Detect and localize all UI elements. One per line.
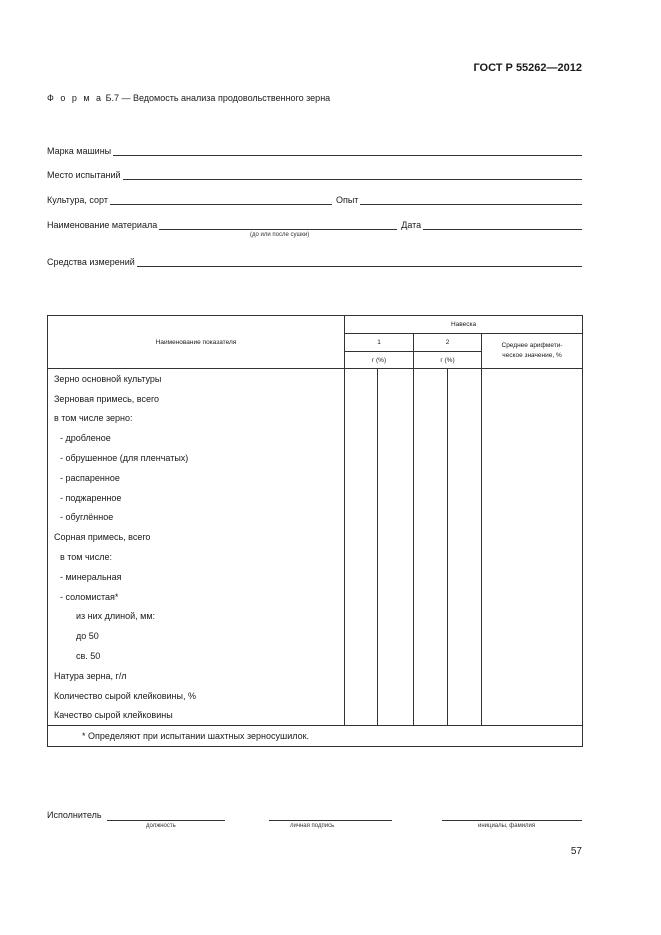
table-row — [48, 428, 583, 448]
value-cell[interactable] — [378, 626, 414, 646]
value-cell[interactable] — [482, 468, 583, 488]
value-cell[interactable] — [482, 428, 583, 448]
row-label: из них длиной, мм: — [48, 607, 345, 627]
value-cell[interactable] — [414, 409, 448, 429]
value-cell[interactable] — [378, 567, 414, 587]
row-label: - обуглённое — [48, 508, 345, 528]
row-label: Зерновая примесь, всего — [48, 389, 345, 409]
value-cell[interactable] — [414, 587, 448, 607]
value-cell[interactable] — [414, 686, 448, 706]
value-cell[interactable] — [448, 527, 482, 547]
table-row — [48, 626, 583, 646]
field-test-place — [47, 166, 582, 180]
row-label: - распаренное — [48, 468, 345, 488]
table-row — [48, 468, 583, 488]
value-cell[interactable] — [482, 389, 583, 409]
value-cell[interactable] — [482, 686, 583, 706]
table-row — [48, 369, 583, 389]
value-cell[interactable] — [378, 409, 414, 429]
value-cell[interactable] — [448, 508, 482, 528]
table-row — [48, 686, 583, 706]
value-cell[interactable] — [378, 686, 414, 706]
value-cell[interactable] — [378, 527, 414, 547]
form-title-text: Б.7 — Ведомость анализа продовольственного зерна — [103, 93, 331, 103]
name-line[interactable] — [442, 810, 582, 821]
value-cell[interactable] — [345, 607, 378, 627]
table-row — [48, 607, 583, 627]
value-cell[interactable] — [482, 508, 583, 528]
value-cell[interactable] — [378, 646, 414, 666]
value-cell[interactable] — [482, 626, 583, 646]
value-cell[interactable] — [448, 448, 482, 468]
table-row — [48, 488, 583, 508]
value-cell[interactable] — [448, 607, 482, 627]
row-label: - соломистая* — [48, 587, 345, 607]
row-label: Натура зерна, г/л — [48, 666, 345, 686]
value-cell[interactable] — [482, 527, 583, 547]
value-cell[interactable] — [482, 607, 583, 627]
value-cell[interactable] — [414, 508, 448, 528]
value-cell[interactable] — [482, 369, 583, 389]
performer-label: Исполнитель — [47, 810, 102, 820]
value-cell[interactable] — [482, 547, 583, 567]
field-material-name — [47, 216, 582, 230]
value-cell[interactable] — [378, 607, 414, 627]
value-cell[interactable] — [345, 527, 378, 547]
header-indicator: Наименование показателя — [48, 316, 345, 369]
value-cell[interactable] — [448, 369, 482, 389]
value-cell[interactable] — [414, 527, 448, 547]
value-cell[interactable] — [482, 706, 583, 726]
value-cell[interactable] — [378, 508, 414, 528]
value-cell[interactable] — [482, 666, 583, 686]
field-label: Средства измерений — [47, 257, 135, 267]
caption-name: инициалы, фамилия — [478, 823, 536, 829]
table-row — [48, 646, 583, 666]
value-cell[interactable] — [482, 448, 583, 468]
fill-line[interactable] — [123, 169, 582, 180]
value-cell[interactable] — [448, 547, 482, 567]
row-label: св. 50 — [48, 646, 345, 666]
table-row — [48, 666, 583, 686]
value-cell[interactable] — [414, 646, 448, 666]
value-cell[interactable] — [414, 706, 448, 726]
row-label: Количество сырой клейковины, % — [48, 686, 345, 706]
row-label: - обрушенное (для пленчатых) — [48, 448, 345, 468]
value-cell[interactable] — [414, 468, 448, 488]
value-cell[interactable] — [345, 369, 378, 389]
table-row — [48, 409, 583, 429]
fill-line[interactable] — [159, 219, 397, 230]
value-cell[interactable] — [414, 607, 448, 627]
row-label: Качество сырой клейковины — [48, 706, 345, 726]
signature-line[interactable] — [269, 810, 392, 821]
value-cell[interactable] — [378, 369, 414, 389]
header-sample-2: 2 — [414, 334, 482, 352]
value-cell[interactable] — [448, 468, 482, 488]
value-cell[interactable] — [345, 508, 378, 528]
value-cell[interactable] — [345, 428, 378, 448]
value-cell[interactable] — [345, 686, 378, 706]
table-row — [48, 448, 583, 468]
value-cell[interactable] — [414, 369, 448, 389]
value-cell[interactable] — [378, 666, 414, 686]
value-cell[interactable] — [448, 409, 482, 429]
row-label: до 50 — [48, 626, 345, 646]
fill-line[interactable] — [423, 219, 582, 230]
value-cell[interactable] — [414, 448, 448, 468]
field-label: Культура, сорт — [47, 195, 108, 205]
value-cell[interactable] — [448, 626, 482, 646]
standard-number: ГОСТ Р 55262—2012 — [473, 62, 582, 74]
fill-line[interactable] — [110, 194, 332, 205]
value-cell[interactable] — [345, 567, 378, 587]
header-sample-1: 1 — [345, 334, 414, 352]
table-row — [48, 706, 583, 726]
value-cell[interactable] — [414, 626, 448, 646]
header-unit-2: г (%) — [414, 352, 482, 369]
value-cell[interactable] — [448, 567, 482, 587]
value-cell[interactable] — [482, 646, 583, 666]
value-cell[interactable] — [345, 448, 378, 468]
row-label: в том числе: — [48, 547, 345, 567]
value-cell[interactable] — [448, 587, 482, 607]
position-line[interactable] — [107, 810, 225, 821]
value-cell[interactable] — [345, 646, 378, 666]
value-cell[interactable] — [345, 587, 378, 607]
value-cell[interactable] — [482, 409, 583, 429]
field-label: Опыт — [335, 195, 359, 205]
value-cell[interactable] — [378, 389, 414, 409]
value-cell[interactable] — [378, 547, 414, 567]
value-cell[interactable] — [448, 666, 482, 686]
value-cell[interactable] — [482, 488, 583, 508]
value-cell[interactable] — [378, 448, 414, 468]
value-cell[interactable] — [378, 488, 414, 508]
field-label: Место испытаний — [47, 170, 121, 180]
value-cell[interactable] — [345, 547, 378, 567]
value-cell[interactable] — [482, 587, 583, 607]
row-label: Зерно основной культуры — [48, 369, 345, 389]
header-mean: Среднее арифмети- ческое значение, % — [482, 334, 583, 369]
field-machine-brand — [47, 142, 582, 156]
value-cell[interactable] — [414, 567, 448, 587]
value-cell[interactable] — [378, 706, 414, 726]
table-row — [48, 567, 583, 587]
value-cell[interactable] — [345, 468, 378, 488]
fill-line[interactable] — [113, 145, 582, 156]
value-cell[interactable] — [378, 428, 414, 448]
value-cell[interactable] — [414, 488, 448, 508]
caption-position: должность — [146, 823, 176, 829]
caption-signature: личная подпись — [290, 823, 335, 829]
value-cell[interactable] — [414, 428, 448, 448]
value-cell[interactable] — [448, 646, 482, 666]
value-cell[interactable] — [482, 567, 583, 587]
field-crop-variety — [47, 191, 582, 205]
row-label: - минеральная — [48, 567, 345, 587]
value-cell[interactable] — [345, 706, 378, 726]
value-cell[interactable] — [345, 409, 378, 429]
row-label: - поджаренное — [48, 488, 345, 508]
analysis-table — [47, 315, 583, 747]
field-label: Наименование материала — [47, 220, 158, 230]
row-label: - дробленое — [48, 428, 345, 448]
value-cell[interactable] — [448, 488, 482, 508]
field-label: Дата — [401, 220, 422, 230]
table-row — [48, 547, 583, 567]
form-title-prefix: Ф о р м а — [47, 93, 104, 103]
value-cell[interactable] — [448, 706, 482, 726]
table-row — [48, 527, 583, 547]
fill-line[interactable] — [360, 194, 582, 205]
material-hint: (до или после сушки) — [250, 232, 310, 238]
value-cell[interactable] — [345, 626, 378, 646]
value-cell[interactable] — [345, 666, 378, 686]
value-cell[interactable] — [345, 488, 378, 508]
table-row — [48, 587, 583, 607]
value-cell[interactable] — [378, 587, 414, 607]
page-number: 57 — [570, 846, 582, 857]
value-cell[interactable] — [448, 428, 482, 448]
value-cell[interactable] — [378, 468, 414, 488]
value-cell[interactable] — [414, 547, 448, 567]
field-measuring-means — [47, 253, 582, 267]
header-sample: Навеска — [345, 316, 583, 334]
value-cell[interactable] — [448, 686, 482, 706]
row-label: в том числе зерно: — [48, 409, 345, 429]
row-label: Сорная примесь, всего — [48, 527, 345, 547]
value-cell[interactable] — [448, 389, 482, 409]
table-row — [48, 389, 583, 409]
field-label: Марка машины — [47, 146, 112, 156]
form-title — [47, 93, 330, 103]
footnote: * Определяют при испытании шахтных зерносушилок. — [48, 726, 583, 747]
fill-line[interactable] — [137, 256, 582, 267]
value-cell[interactable] — [414, 389, 448, 409]
value-cell[interactable] — [345, 389, 378, 409]
value-cell[interactable] — [414, 666, 448, 686]
header-unit-1: г (%) — [345, 352, 414, 369]
table-row — [48, 508, 583, 528]
